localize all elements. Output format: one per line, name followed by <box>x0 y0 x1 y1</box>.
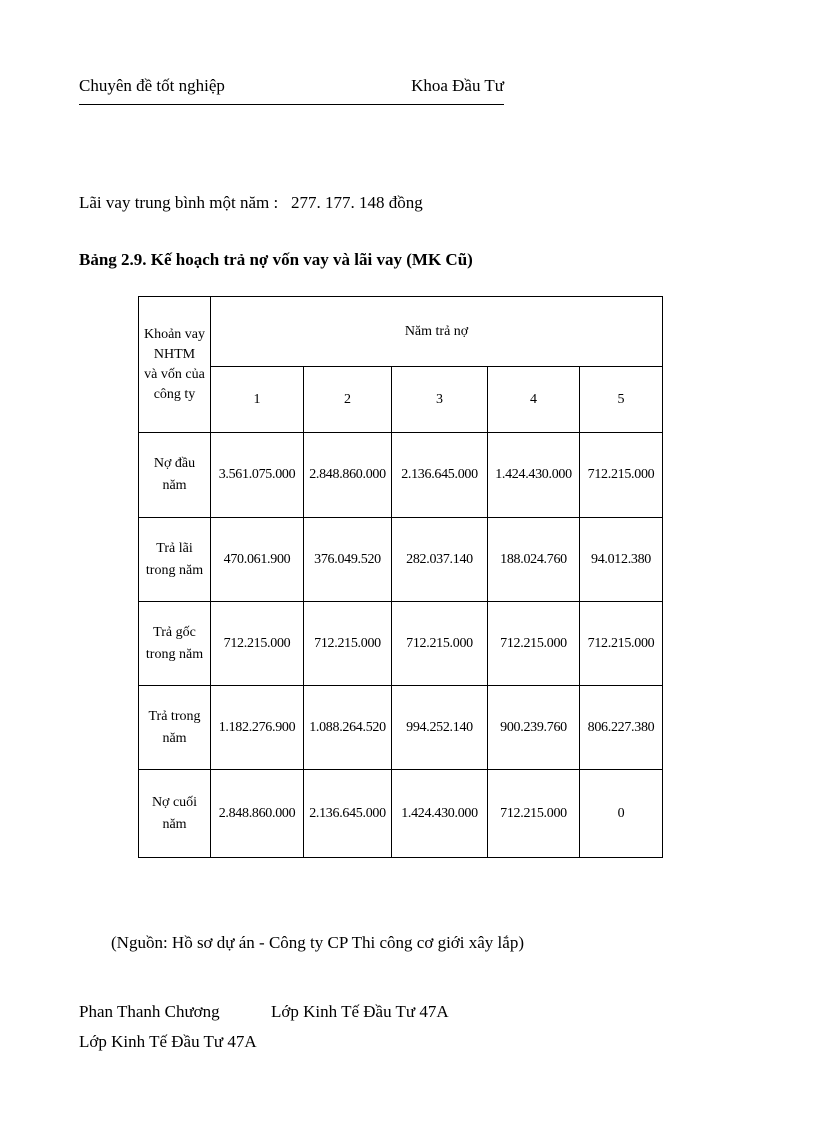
table-row <box>139 433 663 518</box>
value-cell: 712.215.000 <box>580 433 663 518</box>
value-cell: 1.424.430.000 <box>392 770 488 858</box>
year-cell: 5 <box>580 367 663 433</box>
table-row <box>139 686 663 770</box>
row-label-line: Trả gốc <box>153 624 196 640</box>
footer-class-right: Lớp Kinh Tế Đầu Tư 47A <box>271 1002 449 1021</box>
stub-header-cell <box>139 297 211 433</box>
value-cell: 2.136.645.000 <box>392 433 488 518</box>
row-label-cell <box>139 518 211 602</box>
row-label-line: Trả trong <box>148 708 201 724</box>
value-cell: 2.848.860.000 <box>211 770 304 858</box>
value-cell: 376.049.520 <box>304 518 392 602</box>
table-header-row <box>139 297 663 367</box>
value-cell: 994.252.140 <box>392 686 488 770</box>
value-cell: 1.088.264.520 <box>304 686 392 770</box>
table-row <box>139 518 663 602</box>
year-cell: 1 <box>211 367 304 433</box>
value-cell: 1.182.276.900 <box>211 686 304 770</box>
value-cell: 712.215.000 <box>211 602 304 686</box>
year-cell: 2 <box>304 367 392 433</box>
row-label-line: năm <box>162 730 187 746</box>
stub-header-line: NHTM <box>153 346 196 362</box>
value-cell: 94.012.380 <box>580 518 663 602</box>
average-interest-line <box>79 193 423 213</box>
value-cell: 0 <box>580 770 663 858</box>
stub-header-line: công ty <box>153 386 196 402</box>
page-header <box>79 74 504 105</box>
row-label-line: Nợ đầu <box>153 456 196 471</box>
year-cell: 4 <box>488 367 580 433</box>
header-thesis-title: Chuyên đề tốt nghiệp <box>79 76 225 95</box>
header-faculty: Khoa Đầu Tư <box>411 76 504 95</box>
row-label-cell <box>139 433 211 518</box>
value-cell: 2.848.860.000 <box>304 433 392 518</box>
source-note: (Nguồn: Hồ sơ dự án - Công ty CP Thi công cơ giới xây lắp) <box>111 933 524 952</box>
row-label-line: Trả lãi <box>156 540 193 556</box>
value-cell: 900.239.760 <box>488 686 580 770</box>
stub-header-line: Khoản vay <box>143 326 206 342</box>
footer-author-name: Phan Thanh Chương <box>79 1002 220 1021</box>
row-label-line: năm <box>162 478 187 493</box>
value-cell: 712.215.000 <box>580 602 663 686</box>
value-cell: 712.215.000 <box>392 602 488 686</box>
stub-header-line: và vốn của <box>144 366 205 382</box>
year-cell: 3 <box>392 367 488 433</box>
table-row <box>139 602 663 686</box>
table-caption: Bảng 2.9. Kế hoạch trả nợ vốn vay và lãi vay (MK Cũ) <box>79 250 473 269</box>
row-label-line: năm <box>162 816 187 832</box>
value-cell: 470.061.900 <box>211 518 304 602</box>
row-label-line: trong năm <box>145 562 204 578</box>
row-label-line: Nợ cuối <box>151 794 198 810</box>
value-cell: 712.215.000 <box>304 602 392 686</box>
value-cell: 806.227.380 <box>580 686 663 770</box>
value-cell: 188.024.760 <box>488 518 580 602</box>
group-header-cell: Năm trả nợ <box>211 297 663 367</box>
value-cell: 712.215.000 <box>488 770 580 858</box>
value-cell: 2.136.645.000 <box>304 770 392 858</box>
average-interest-label: Lãi vay trung bình một năm : <box>79 193 279 212</box>
row-label-line: trong năm <box>145 646 204 662</box>
value-cell: 1.424.430.000 <box>488 433 580 518</box>
value-cell: 282.037.140 <box>392 518 488 602</box>
years-row <box>139 367 663 433</box>
value-cell: 3.561.075.000 <box>211 433 304 518</box>
average-interest-value: 277. 177. 148 đồng <box>291 193 423 212</box>
row-label-cell <box>139 686 211 770</box>
table-row <box>139 770 663 858</box>
footer-class-left: Lớp Kinh Tế Đầu Tư 47A <box>79 1032 257 1051</box>
debt-repayment-table <box>138 296 663 858</box>
row-label-cell <box>139 602 211 686</box>
value-cell: 712.215.000 <box>488 602 580 686</box>
row-label-cell <box>139 770 211 858</box>
